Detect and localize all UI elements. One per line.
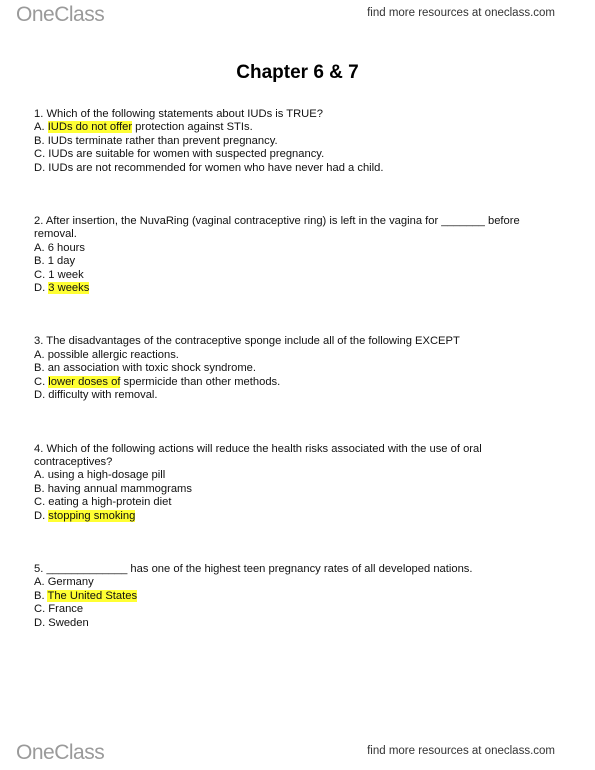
answer-option <box>34 282 554 295</box>
option-letter: A. <box>34 469 48 482</box>
question-text: 3. The disadvantages of the contraceptive sponge include all of the following EXCEPT <box>34 335 460 348</box>
answer-option <box>34 603 554 616</box>
option-text: spermicide than other methods. <box>120 375 281 388</box>
question-block <box>34 215 554 295</box>
option-letter: A. <box>34 576 48 589</box>
option-letter: B. <box>34 134 48 147</box>
option-letter: A. <box>34 348 48 361</box>
answer-option <box>34 617 554 630</box>
answer-option <box>34 389 554 402</box>
option-text: eating a high-protein diet <box>48 496 172 509</box>
highlighted-answer: The United States <box>47 589 138 602</box>
answer-option <box>34 349 554 362</box>
page-title: Chapter 6 & 7 <box>236 62 359 83</box>
option-text: 1 day <box>47 255 76 268</box>
page-header <box>0 0 595 30</box>
question-text: 1. Which of the following statements about IUDs is TRUE? <box>34 108 323 120</box>
option-text: protection against STIs. <box>132 121 253 134</box>
highlighted-answer: 3 weeks <box>48 282 90 295</box>
highlighted-answer: stopping smoking <box>48 509 136 522</box>
option-letter: D. <box>34 389 49 402</box>
question-text: 5. _____________ has one of the highest teen pregnancy rates of all developed nations. <box>34 562 473 575</box>
option-letter: C. <box>34 496 49 509</box>
option-letter: D. <box>34 282 49 295</box>
option-text: having annual mammograms <box>47 482 192 495</box>
question-text: 4. Which of the following actions will reduce the health risks associated with the use of oral contraceptives? <box>34 442 482 468</box>
answer-option <box>34 269 554 282</box>
answer-option <box>34 121 554 134</box>
question-block <box>34 108 554 175</box>
highlighted-answer: lower doses of <box>48 375 121 388</box>
option-text: an association with toxic shock syndrome. <box>47 362 256 375</box>
answer-option <box>34 510 554 523</box>
answer-option <box>34 242 554 255</box>
answer-option <box>34 496 554 509</box>
option-text: Sweden <box>48 616 89 629</box>
oneclass-logo[interactable] <box>16 3 104 27</box>
option-text: difficulty with removal. <box>48 389 158 402</box>
option-letter: C. <box>34 148 49 161</box>
resources-link-top[interactable]: find more resources at oneclass.com <box>367 7 555 19</box>
option-text: IUDs terminate rather than prevent pregnancy. <box>47 134 278 147</box>
option-text: using a high-dosage pill <box>47 469 166 482</box>
highlighted-answer: IUDs do not offer <box>47 121 133 134</box>
option-letter: D. <box>34 616 49 629</box>
option-text: IUDs are not recommended for women who have never had a child. <box>48 161 384 174</box>
option-letter: B. <box>34 362 48 375</box>
option-text: 6 hours <box>47 241 86 254</box>
option-letter: B. <box>34 482 48 495</box>
answer-option <box>34 255 554 268</box>
option-letter: C. <box>34 375 49 388</box>
question-text: 2. After insertion, the NuvaRing (vaginal contraceptive ring) is left in the vagina for _______ before removal. <box>34 215 520 241</box>
resources-link-bottom[interactable]: find more resources at oneclass.com <box>367 745 555 757</box>
answer-option <box>34 469 554 482</box>
option-letter: B. <box>34 255 48 268</box>
question-block <box>34 563 554 630</box>
option-letter: B. <box>34 589 48 602</box>
option-letter: D. <box>34 509 49 522</box>
answer-option <box>34 135 554 148</box>
answer-option <box>34 162 554 175</box>
oneclass-logo-text: OneClass <box>16 3 105 26</box>
option-letter: C. <box>34 268 49 281</box>
option-letter: A. <box>34 121 48 134</box>
option-text: IUDs are suitable for women with suspected pregnancy. <box>48 148 325 161</box>
option-letter: A. <box>34 241 48 254</box>
question-list <box>34 108 554 670</box>
answer-option <box>34 483 554 496</box>
option-text: possible allergic reactions. <box>47 348 179 361</box>
option-text: Germany <box>47 576 94 589</box>
option-text: 1 week <box>48 268 84 281</box>
answer-option <box>34 376 554 389</box>
question-block <box>34 335 554 402</box>
page-footer <box>0 738 595 768</box>
oneclass-logo-footer[interactable] <box>16 741 104 765</box>
option-text: France <box>48 603 84 616</box>
question-block <box>34 443 554 523</box>
option-letter: C. <box>34 603 49 616</box>
answer-option <box>34 576 554 589</box>
option-letter: D. <box>34 161 49 174</box>
answer-option <box>34 148 554 161</box>
oneclass-logo-footer-text: OneClass <box>16 741 105 764</box>
answer-option <box>34 362 554 375</box>
answer-option <box>34 590 554 603</box>
